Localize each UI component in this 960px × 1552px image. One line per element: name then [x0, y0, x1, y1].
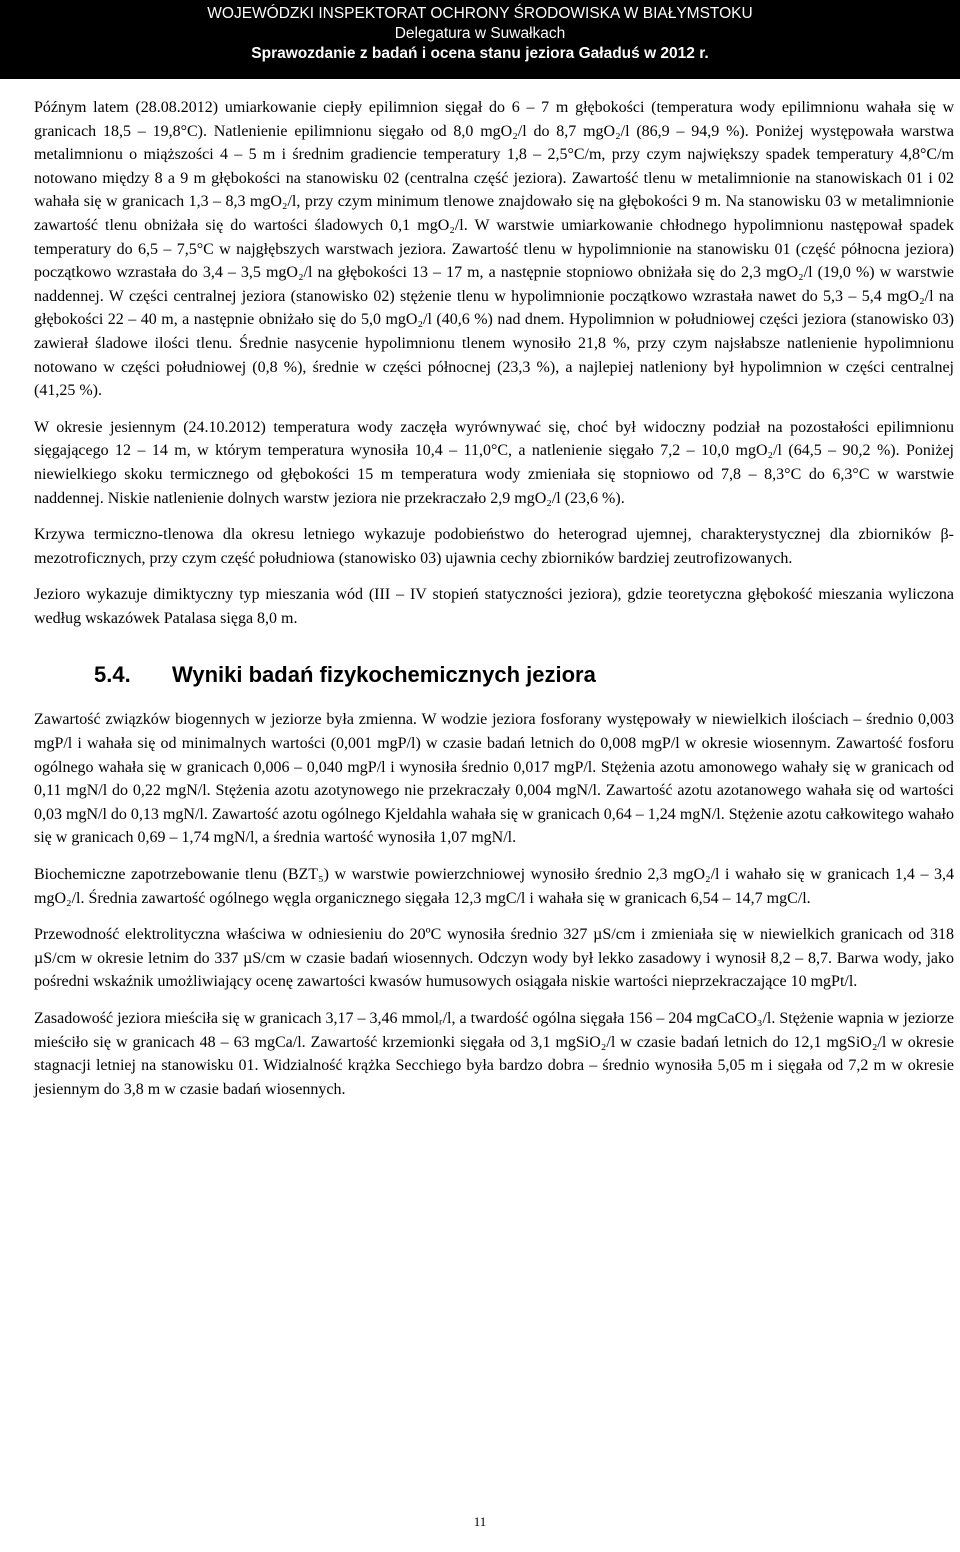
- page-number: 11: [473, 1514, 487, 1529]
- section-title: Wyniki badań fizykochemicznych jeziora: [172, 662, 596, 688]
- page-header: [0, 0, 960, 79]
- paragraph-mixing-type: Jezioro wykazuje dimiktyczny typ mieszania wód (III – IV stopień statyczności jeziora), gdzie teoretyczna głębokość mieszania wyliczona według wskazówek Patalasa sięga 8,0 m.: [34, 586, 954, 627]
- header-delegation: Delegatura w Suwałkach: [394, 25, 566, 42]
- paragraph-thermal-oxygen-curve: Krzywa termiczno-tlenowa dla okresu letniego wykazuje podobieństwo do heterograd ujemnej, charakterystycznej dla zbiorników β-mezotroficznych, przy czym część południowa (stanowisko 03) ujawnia cechy zbiorników bardziej zeutrofizowanych.: [34, 526, 954, 567]
- header-report-title: Sprawozdanie z badań i ocena stanu jeziora Gaładuś w 2012 r.: [251, 45, 709, 62]
- paragraph-autumn: W okresie jesiennym (24.10.2012) temperatura wody zaczęła wyrównywać się, choć był widoczny podział na pozostałości epilimnionu sięgającego 12 – 14 m, w którym temperatura wynosiła 10,4 – 11,0°C, a natlenienie sięgało 7,2 – 10,0 mgO₂/l (64,5 – 90,2 %). Poniżej niewielkiego skoku termicznego od głębokości 15 m temperatura wody zmieniała się stopniowo od 7,8 – 8,3°C do 6,3°C w warstwie naddennej. Niskie natlenienie dolnych warstw jeziora nie przekraczało 2,9 mgO₂/l (23,6 %).: [34, 418, 954, 507]
- section-heading: [94, 660, 954, 690]
- paragraph-summer-stratification: Późnym latem (28.08.2012) umiarkowanie ciepły epilimnion sięgał do 6 – 7 m głębokości (temperatura wody epilimnionu wahała się w granicach 18,5 – 19,8°C). Natlenienie epilimnionu sięgało od 8,0 mgO₂/l do 8,7 mgO₂/l (86,9 – 94,9 %). Poniżej występowała warstwa metalimnionu o miąższości 4 – 5 m i średnim gradiencie temperatury 1,8 – 2,5°C/m, przy czym największy spadek temperatury 4,8°C/m notowano między 8 a 9 m głębokości na stanowisku 02 (centralna część jeziora). Zawartość tlenu w metalimnionie na stanowiskach 01 i 02 wahała się w granicach 1,3 – 8,3 mgO₂/l, przy czym minimum tlenowe znajdowało się na głębokości 9 m. Na stanowisku 03 w metalimnionie zawartość tlenu obniżała się do wartości śladowych 0,1 mgO₂/l. W warstwie umiarkowanie chłodnego hypolimnionu następował spadek temperatury do 6,5 – 7,5°C w najgłębszych warstwach jeziora. Zawartość tlenu w hypolimnionie na stanowisku 01 (część północna jeziora) początkowo wzrastała do 3,4 – 3,5 mgO₂/l na głębokości 13 – 17 m, a następnie stopniowo obniżała się do 2,3 mgO₂/l (19,0 %) w warstwie naddennej. W części centralnej jeziora (stanowisko 02) stężenie tlenu w hypolimnionie początkowo wzrastała nawet do 5,3 – 5,4 mgO₂/l na głębokości 22 – 40 m, a następnie obniżało się do 5,0 mgO₂/l (40,6 %) nad dnem. Hypolimnion w południowej części jeziora (stanowisko 03) zawierał śladowe ilości tlenu. Średnie nasycenie hypolimnionu tlenem wynosiło 21,8 %, przy czym najsłabsze natlenienie hypolimnionu notowano w części południowej (0,8 %), średnie w części północnej (23,3 %), a najlepiej natleniony był hypolimnion w części centralnej (41,25 %).: [34, 99, 954, 400]
- header-institution: WOJEWÓDZKI INSPEKTORAT OCHRONY ŚRODOWISKA W BIAŁYMSTOKU: [207, 5, 753, 22]
- section-number: 5.4.: [94, 662, 131, 688]
- paragraph-biogenic-compounds: Zawartość związków biogennych w jeziorze była zmienna. W wodzie jeziora fosforany występowały w niewielkich ilościach – średnio 0,003 mgP/l i wahała się od minimalnych wartości (0,001 mgP/l) w czasie badań letnich do 0,008 mgP/l w okresie wiosennym. Zawartość fosforu ogólnego wahała się w granicach 0,006 – 0,040 mgP/l i wynosiła średnio 0,017 mgP/l. Stężenia azotu amonowego wahały się w granicach od 0,11 mgN/l do 0,22 mgN/l. Stężenia azotu azotynowego nie przekraczały 0,004 mgN/l. Zawartość azotu azotanowego wahała się od wartości 0,03 mgN/l do 0,13 mgN/l. Zawartość azotu ogólnego Kjeldahla wahała się w granicach 0,64 – 1,24 mgN/l. Stężenie azotu całkowitego wahało się w granicach 0,69 – 1,74 mgN/l, a średnia wartość wynosiła 1,07 mgN/l.: [34, 711, 954, 847]
- paragraph-conductivity: Przewodność elektrolityczna właściwa w odniesieniu do 20ºC wynosiła średnio 327 µS/cm i zmieniała się w niewielkich granicach od 318 µS/cm w okresie letnim do 337 µS/cm w czasie badań wiosennych. Odczyn wody był lekko zasadowy i wynosił 8,2 – 8,7. Barwa wody, jako pośredni wskaźnik umożliwiający ocenę zawartości kwasów humusowych osiągała niskie wartości nieprzekraczające 10 mgPt/l.: [34, 926, 954, 991]
- paragraph-alkalinity: Zasadowość jeziora mieściła się w granicach 3,17 – 3,46 mmolᵣ/l, a twardość ogólna sięgała 156 – 204 mgCaCO₃/l. Stężenie wapnia w jeziorze mieściło się w granicach 48 – 63 mgCa/l. Zawartość krzemionki sięgała od 3,1 mgSiO₂/l w czasie badań letnich do 12,1 mgSiO₂/l w okresie stagnacji letniej na stanowisku 01. Widzialność krążka Secchiego była bardzo dobra – średnio wynosiła 5,05 m i sięgała od 7,2 m w okresie jesiennym do 3,8 m w czasie badań wiosennych.: [34, 1010, 954, 1098]
- document-body: [34, 96, 954, 1114]
- paragraph-bod: Biochemiczne zapotrzebowanie tlenu (BZT₅) w warstwie powierzchniowej wynosiło średnio 2,3 mgO₂/l i wahało się w granicach 1,4 – 3,4 mgO₂/l. Średnia zawartość ogólnego węgla organicznego sięgała 12,3 mgC/l i wahała się w granicach 6,54 – 14,7 mgC/l.: [34, 866, 954, 907]
